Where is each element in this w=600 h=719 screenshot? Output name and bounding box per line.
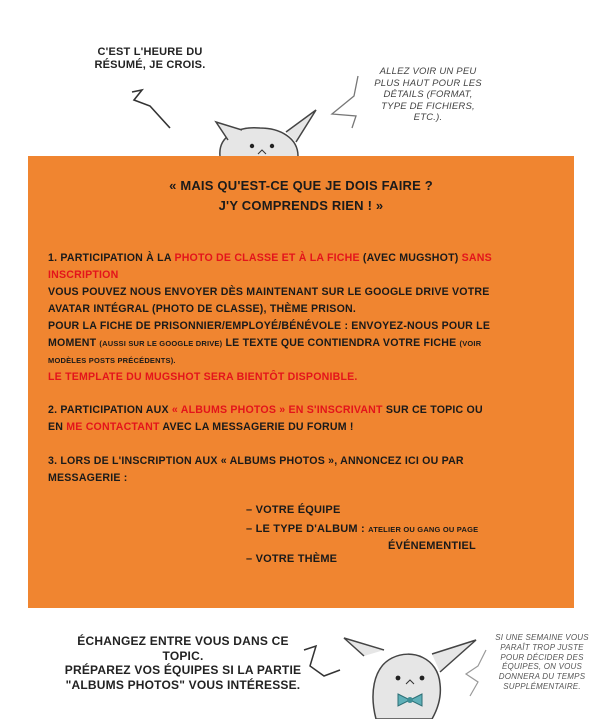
speech-line: PARAÎT TROP JUSTE <box>500 642 584 652</box>
speech-bottom-left <box>58 634 308 693</box>
title-line: « MAIS QU'EST-CE QUE JE DOIS FAIRE ? <box>169 178 433 193</box>
speech-line: ÉQUIPES, ON VOUS <box>501 662 583 672</box>
speech-line: C'EST L'HEURE DU <box>97 46 203 58</box>
speech-top-right <box>364 66 492 124</box>
list-item-detail: ÉVÉNEMENTIEL <box>388 540 476 552</box>
pointer-stroke <box>332 76 358 128</box>
section-3-line: MESSAGERIE : <box>48 472 128 484</box>
list-item: – VOTRE THÈME <box>246 553 338 565</box>
section-1-line: 1. PARTICIPATION À LA PHOTO DE CLASSE ET À LA FICHE (AVEC MUGSHOT) SANS <box>48 252 492 264</box>
speech-line: ALLEZ VOIR UN PEU <box>379 66 477 77</box>
speech-line: PRÉPAREZ VOS ÉQUIPES SI LA PARTIE <box>64 663 302 678</box>
speech-line: TYPE DE FICHIERS, <box>381 100 475 112</box>
section-1-line: LE TEMPLATE DU MUGSHOT SERA BIENTÔT DISPONIBLE. <box>48 371 358 383</box>
highlight-text: ME CONTACTANT <box>66 421 160 433</box>
speech-line: DONNERA DU TEMPS <box>498 672 586 681</box>
section-1-line: MOMENT (AUSSI SUR LE GOOGLE DRIVE) LE TEXTE QUE CONTIENDRA VOTRE FICHE (VOIR <box>48 337 482 349</box>
title-line: J'Y COMPRENDS RIEN ! » <box>218 197 384 213</box>
section-3-line: 3. LORS DE L'INSCRIPTION AUX « ALBUMS PHOTOS », ANNONCEZ ICI OU PAR <box>48 455 464 467</box>
speech-line: ÉCHANGEZ ENTRE VOUS DANS CE TOPIC. <box>77 634 289 663</box>
creature-icon <box>344 638 476 719</box>
speech-bottom-right <box>486 633 598 692</box>
speech-line: ETC.). <box>413 112 443 124</box>
section-2-line: 2. PARTICIPATION AUX « ALBUMS PHOTOS » EN S'INSCRIVANT SUR CE TOPIC OU <box>48 404 483 416</box>
speech-line: RÉSUMÉ, JE CROIS. <box>94 59 206 72</box>
section-1-line: MODÈLES POSTS PRÉCÉDENTS). <box>48 356 176 365</box>
highlight-text: PHOTO DE CLASSE ET À LA FICHE <box>174 252 360 264</box>
section-1-line: AVATAR INTÉGRAL (PHOTO DE CLASSE), THÈME PRISON. <box>48 303 357 315</box>
creature-head-icon <box>216 110 316 156</box>
section-1-line: VOUS POUVEZ NOUS ENVOYER DÈS MAINTENANT SUR LE GOOGLE DRIVE VOTRE <box>48 286 490 298</box>
speech-line: DÉTAILS (FORMAT, <box>383 89 473 101</box>
speech-top-left <box>80 46 220 73</box>
highlight-text: « ALBUMS PHOTOS » EN S'INSCRIVANT <box>171 404 383 416</box>
speech-line: SI UNE SEMAINE VOUS <box>495 633 589 642</box>
section-1-line: POUR LA FICHE DE PRISONNIER/EMPLOYÉ/BÉNÉVOLE : ENVOYEZ-NOUS POUR LE <box>48 320 491 332</box>
speech-line: SUPPLÉMENTAIRE. <box>503 681 581 691</box>
bottom-doodle <box>300 626 500 719</box>
top-doodle <box>120 70 380 162</box>
list-item: – VOTRE ÉQUIPE <box>246 504 341 516</box>
instructions-panel <box>28 156 574 608</box>
pointer-stroke <box>466 650 486 696</box>
panel-title <box>28 176 574 215</box>
pointer-stroke <box>132 90 170 128</box>
highlight-text: SANS <box>461 252 492 264</box>
speech-line: PLUS HAUT POUR LES <box>374 77 482 89</box>
pointer-stroke <box>304 646 340 676</box>
list-item: – LE TYPE D'ALBUM : ATELIER OU GANG OU PAGE <box>246 523 479 535</box>
speech-line: "ALBUMS PHOTOS" VOUS INTÉRESSE. <box>65 677 301 692</box>
section-1-line: INSCRIPTION <box>48 269 119 281</box>
section-2-line: EN ME CONTACTANT AVEC LA MESSAGERIE DU FORUM ! <box>48 421 354 433</box>
speech-line: POUR DÉCIDER DES <box>500 652 584 662</box>
